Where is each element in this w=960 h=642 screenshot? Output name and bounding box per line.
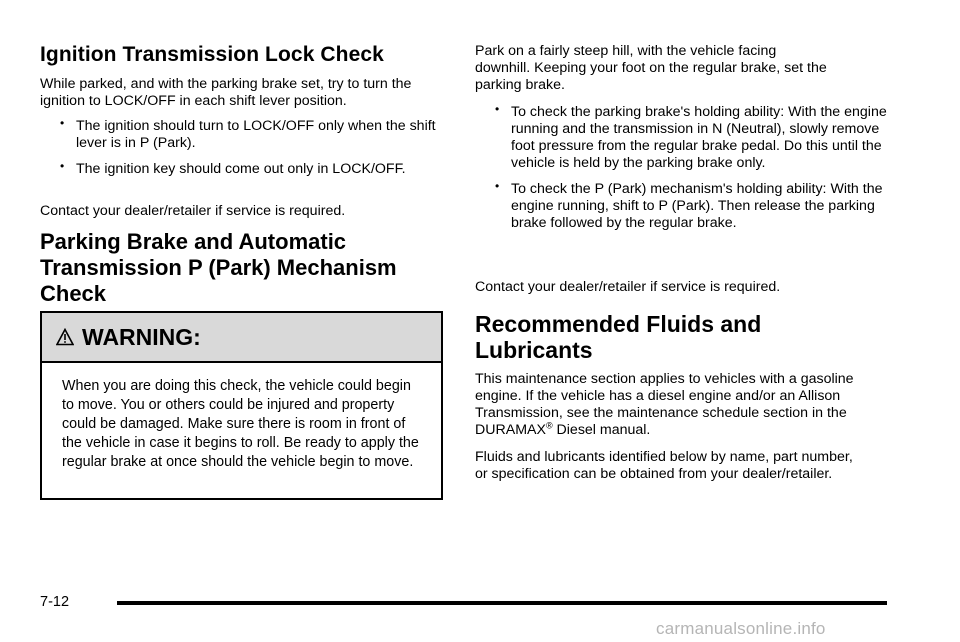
list-item: • To check the P (Park) mechanism's holding ability: With the engine running, shift to P (Park). Then release the parking brake followed by the regular brake. [475,181,887,232]
fluids-paragraph: Fluids and lubricants identified below by name, part number, or specification can be obtained from your dealer/retailer. [475,449,853,482]
warning-triangle-icon [56,328,74,346]
maintenance-text-end: Diesel manual. [552,422,651,438]
warning-title: WARNING: [82,323,201,350]
section-heading-ignition-lock: Ignition Transmission Lock Check [40,43,384,66]
parking-contact-paragraph: Contact your dealer/retailer if service is required. [475,279,781,295]
section-heading-fluids: Recommended Fluids and Lubricants [475,311,762,363]
park-hill-paragraph: Park on a fairly steep hill, with the vehicle facing downhill. Keeping your foot on the regular brake, set the parking brake. [475,43,827,93]
list-item: • To check the parking brake's holding ability: With the engine running and the transmission in N (Neutral), slowly remove foot pressure from the regular brake pedal. Do this until the vehicle is held by the parking brake only. [475,104,887,172]
warning-box [40,311,443,500]
parking-brake-bullet-list [475,104,887,232]
ignition-bullet-list [40,118,444,178]
list-item: • The ignition key should come out only in LOCK/OFF. [40,161,444,178]
maintenance-text-start: This maintenance section applies to vehicles with a gasoline engine. If the vehicle has a diesel engine and/or an Allison Transmission, see the maintenance schedule section in the DURAMAX [475,371,854,438]
footer-rule [117,601,887,605]
ignition-contact-paragraph: Contact your dealer/retailer if service is required. [40,203,346,219]
maintenance-paragraph [475,371,863,439]
warning-header [42,313,441,363]
warning-body [42,363,441,472]
ignition-intro-paragraph: While parked, and with the parking brake set, try to turn the ignition to LOCK/OFF in each shift lever position. [40,76,412,109]
page-number: 7-12 [40,594,70,610]
list-item: • The ignition should turn to LOCK/OFF only when the shift lever is in P (Park). [40,118,444,152]
section-heading-parking-brake: Parking Brake and Automatic Transmission P (Park) Mechanism Check [40,229,397,306]
registered-mark: ® [545,420,553,431]
warning-text: When you are doing this check, the vehicle could begin to move. You or others could be injured and property could be damaged. Make sure there is room in front of the vehicle in case it begins to roll. Be ready to apply the regular brake at once should the vehicle begin to move. [62,378,419,470]
watermark-link[interactable]: carmanualsonline.info [656,619,826,638]
